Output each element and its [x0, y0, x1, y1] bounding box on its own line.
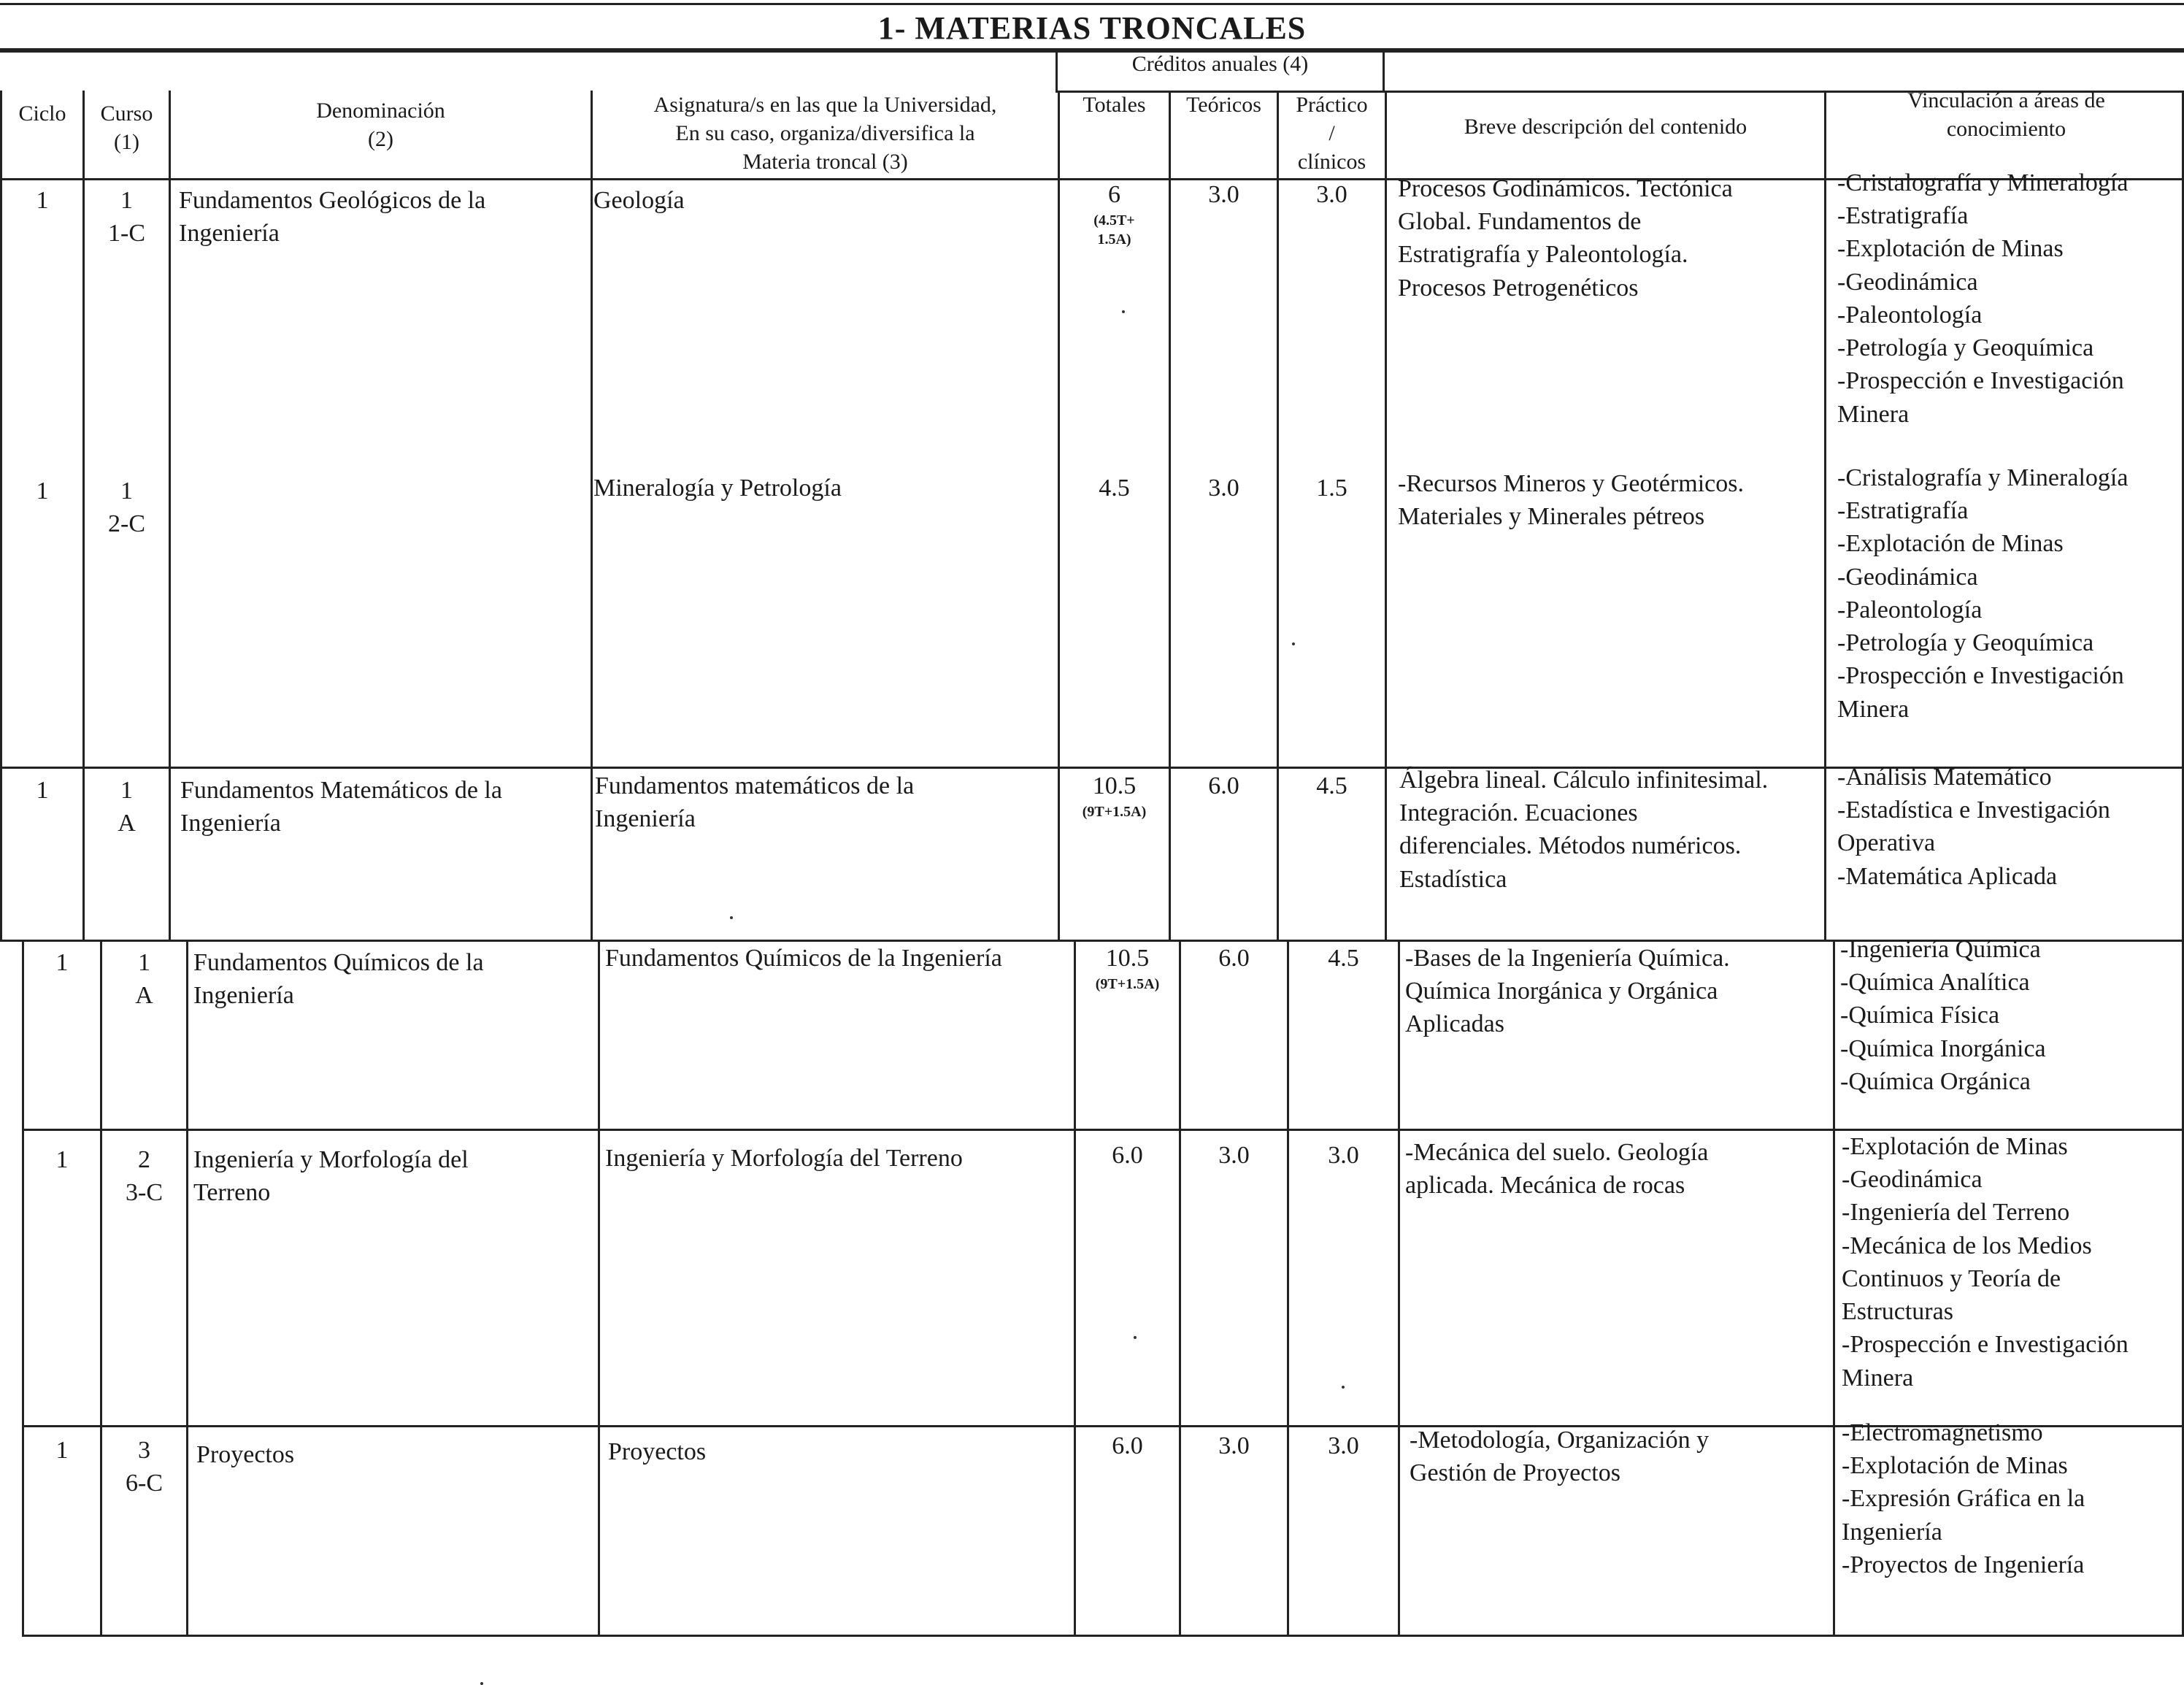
totales-cell: 6.0: [1112, 1432, 1143, 1459]
scan-speck: [1122, 310, 1125, 313]
list-line: -Ingeniería del Terreno: [1842, 1199, 2070, 1227]
list-line: aplicada. Mecánica de rocas: [1405, 1172, 1685, 1200]
list-line: Aplicadas: [1405, 1010, 1504, 1038]
list-line: -Mecánica de los Medios: [1842, 1232, 2092, 1259]
list-line: Operativa: [1837, 829, 1936, 857]
ciclo-cell: 1: [36, 187, 49, 214]
list-line: Ingeniería: [1842, 1518, 1942, 1546]
list-line: Materiales y Minerales pétreos: [1398, 503, 1705, 531]
list-line: Procesos Godinámicos. Tectónica: [1398, 175, 1733, 202]
curso-cell: 1 1-C: [108, 187, 145, 247]
list-line: Global. Fundamentos de: [1398, 208, 1642, 236]
practicos-cell: 1.5: [1316, 475, 1347, 502]
list-line: -Análisis Matemático: [1837, 764, 2052, 791]
col-header-denominacion: Denominación (2): [316, 99, 445, 151]
teoricos-cell: 6.0: [1208, 772, 1239, 799]
scan-speck: [1134, 1336, 1137, 1339]
list-line: Procesos Petrogenéticos: [1398, 274, 1639, 302]
list-line: -Paleontología: [1837, 596, 1983, 623]
asignatura-cell: Ingeniería y Morfología del Terreno: [605, 1145, 963, 1172]
list-line: -Explotación de Minas: [1842, 1133, 2068, 1160]
teoricos-cell: 6.0: [1218, 945, 1250, 972]
teoricos-cell: 3.0: [1218, 1142, 1250, 1169]
page-title: 1- MATERIAS TRONCALES: [0, 3, 2184, 53]
list-line: Estratigrafía y Paleontología.: [1398, 241, 1688, 269]
teoricos-cell: 3.0: [1218, 1432, 1250, 1459]
list-line: -Geodinámica: [1842, 1166, 1983, 1194]
list-line: -Química Inorgánica: [1840, 1035, 2046, 1062]
list-line: Continuos y Teoría de: [1842, 1264, 2061, 1292]
col-header-breve: Breve descripción del contenido: [1464, 115, 1747, 139]
curso-cell: 1 A: [135, 949, 153, 1010]
list-line: -Estratigrafía: [1837, 497, 1969, 525]
scan-speck: [1342, 1386, 1345, 1389]
list-line: -Metodología, Organización y: [1410, 1427, 1710, 1454]
teoricos-cell: 3.0: [1208, 181, 1239, 208]
totales-cell: 4.5: [1099, 475, 1130, 502]
col-header-curso: Curso (1): [100, 101, 153, 154]
ciclo-cell: 1: [55, 1146, 69, 1173]
list-line: -Explotación de Minas: [1837, 530, 2064, 558]
scan-speck: [1292, 642, 1295, 645]
denominacion-cell: Fundamentos Geológicos de la Ingeniería: [179, 187, 486, 247]
list-line: -Estadística e Investigación: [1837, 797, 2110, 824]
practicos-cell: 3.0: [1316, 181, 1347, 208]
list-line: -Cristalografía y Mineralogía: [1837, 464, 2129, 491]
vinculacion-cell: [1842, 1130, 2184, 1394]
list-line: -Prospección e Investigación: [1842, 1331, 2129, 1359]
totales-cell: 10.5 (9T+1.5A): [1082, 772, 1147, 821]
list-line: Minera: [1837, 695, 1910, 723]
denominacion-cell: Proyectos: [196, 1441, 295, 1468]
list-line: diferenciales. Métodos numéricos.: [1399, 832, 1742, 860]
descripcion-cell: [1405, 942, 1831, 1041]
totales-cell: 10.5 (9T+1.5A): [1095, 945, 1160, 993]
vinculacion-cell: [1840, 933, 2184, 1098]
list-line: -Explotación de Minas: [1837, 235, 2064, 263]
col-header-teoricos: Teóricos: [1186, 93, 1261, 117]
vinculacion-cell: [1842, 1416, 2184, 1581]
curso-cell: 1 A: [118, 777, 136, 837]
list-line: -Bases de la Ingeniería Química.: [1405, 945, 1730, 972]
descripcion-cell: [1410, 1424, 1833, 1489]
list-line: -Geodinámica: [1837, 268, 1978, 296]
col-header-vinculacion: Vinculación a áreas de conocimiento: [1907, 88, 2105, 141]
list-line: -Prospección e Investigación: [1837, 662, 2124, 690]
list-line: -Petrología y Geoquímica: [1837, 334, 2094, 362]
list-line: -Estratigrafía: [1837, 202, 1969, 230]
ciclo-cell: 1: [36, 777, 49, 804]
list-line: Química Inorgánica y Orgánica: [1405, 978, 1718, 1005]
list-line: -Electromagnetismo: [1842, 1419, 2043, 1446]
list-line: -Prospección e Investigación: [1837, 367, 2124, 395]
list-line: -Química Física: [1840, 1002, 2000, 1029]
practicos-cell: 3.0: [1328, 1432, 1359, 1459]
ciclo-cell: 1: [55, 949, 69, 976]
list-line: -Química Analítica: [1840, 969, 2030, 997]
denominacion-cell: Ingeniería y Morfología del Terreno: [193, 1146, 469, 1207]
upper-table: [0, 88, 2184, 942]
list-line: -Cristalografía y Mineralogía: [1837, 169, 2129, 196]
col-header-totales: Totales: [1083, 93, 1146, 117]
list-line: -Paleontología: [1837, 301, 1983, 329]
list-line: -Expresión Gráfica en la: [1842, 1485, 2085, 1513]
list-line: Estadística: [1399, 865, 1507, 893]
lower-table: [22, 936, 2184, 1637]
list-line: Minera: [1842, 1364, 1914, 1392]
totales-cell: 6 (4.5T+ 1.5A): [1093, 181, 1135, 248]
descripcion-cell: [1399, 764, 1823, 896]
list-line: Integración. Ecuaciones: [1399, 799, 1638, 827]
list-line: -Geodinámica: [1837, 563, 1978, 591]
descripcion-cell: [1398, 172, 1821, 304]
descripcion-cell: [1398, 467, 1821, 533]
totales-cell: 6.0: [1112, 1142, 1143, 1169]
denominacion-cell: Fundamentos Matemáticos de la Ingeniería: [180, 777, 502, 837]
col-header-asignatura: Asignatura/s en las que la Universidad, En su caso, organiza/diversifica la Materia troncal (3): [653, 93, 997, 174]
col-header-practicos: Práctico / clínicos: [1296, 93, 1368, 174]
header-divider: [1383, 48, 1385, 91]
descripcion-cell: [1405, 1136, 1831, 1202]
vinculacion-cell: [1837, 166, 2184, 431]
list-line: -Recursos Mineros y Geotérmicos.: [1398, 470, 1745, 497]
asignatura-cell: Fundamentos matemáticos de la Ingeniería: [595, 772, 915, 833]
asignatura-cell: Mineralogía y Petrología: [593, 475, 842, 502]
list-line: -Proyectos de Ingeniería: [1842, 1551, 2085, 1578]
vinculacion-cell: [1837, 761, 2184, 893]
practicos-cell: 3.0: [1328, 1142, 1359, 1169]
list-line: -Matemática Aplicada: [1837, 862, 2058, 890]
list-line: Minera: [1837, 400, 1910, 428]
vinculacion-cell: [1837, 461, 2184, 726]
practicos-cell: 4.5: [1328, 945, 1359, 972]
curso-cell: 1 2-C: [108, 477, 145, 538]
asignatura-cell: Geología: [593, 187, 685, 214]
scan-speck: [730, 916, 733, 919]
asignatura-cell: Proyectos: [608, 1438, 707, 1465]
asignatura-cell: Fundamentos Químicos de la Ingeniería: [605, 945, 1002, 972]
list-line: Álgebra lineal. Cálculo infinitesimal.: [1399, 767, 1769, 794]
list-line: -Petrología y Geoquímica: [1837, 629, 2094, 657]
creditos-anuales-header: Créditos anuales (4): [1131, 52, 1309, 76]
scan-speck: [480, 1682, 483, 1685]
denominacion-cell: Fundamentos Químicos de la Ingeniería: [193, 949, 484, 1010]
ciclo-cell: 1: [36, 477, 49, 504]
list-line: Estructuras: [1842, 1298, 1953, 1326]
curso-cell: 3 6-C: [126, 1437, 163, 1497]
list-line: -Explotación de Minas: [1842, 1452, 2068, 1480]
list-line: Gestión de Proyectos: [1410, 1459, 1620, 1487]
ciclo-cell: 1: [55, 1437, 69, 1464]
curso-cell: 2 3-C: [126, 1146, 163, 1207]
col-header-ciclo: Ciclo: [18, 101, 66, 126]
teoricos-cell: 3.0: [1208, 475, 1239, 502]
list-line: -Ingeniería Química: [1840, 936, 2041, 963]
practicos-cell: 4.5: [1316, 772, 1347, 799]
list-line: -Química Orgánica: [1840, 1067, 2031, 1095]
list-line: -Mecánica del suelo. Geología: [1405, 1139, 1709, 1166]
